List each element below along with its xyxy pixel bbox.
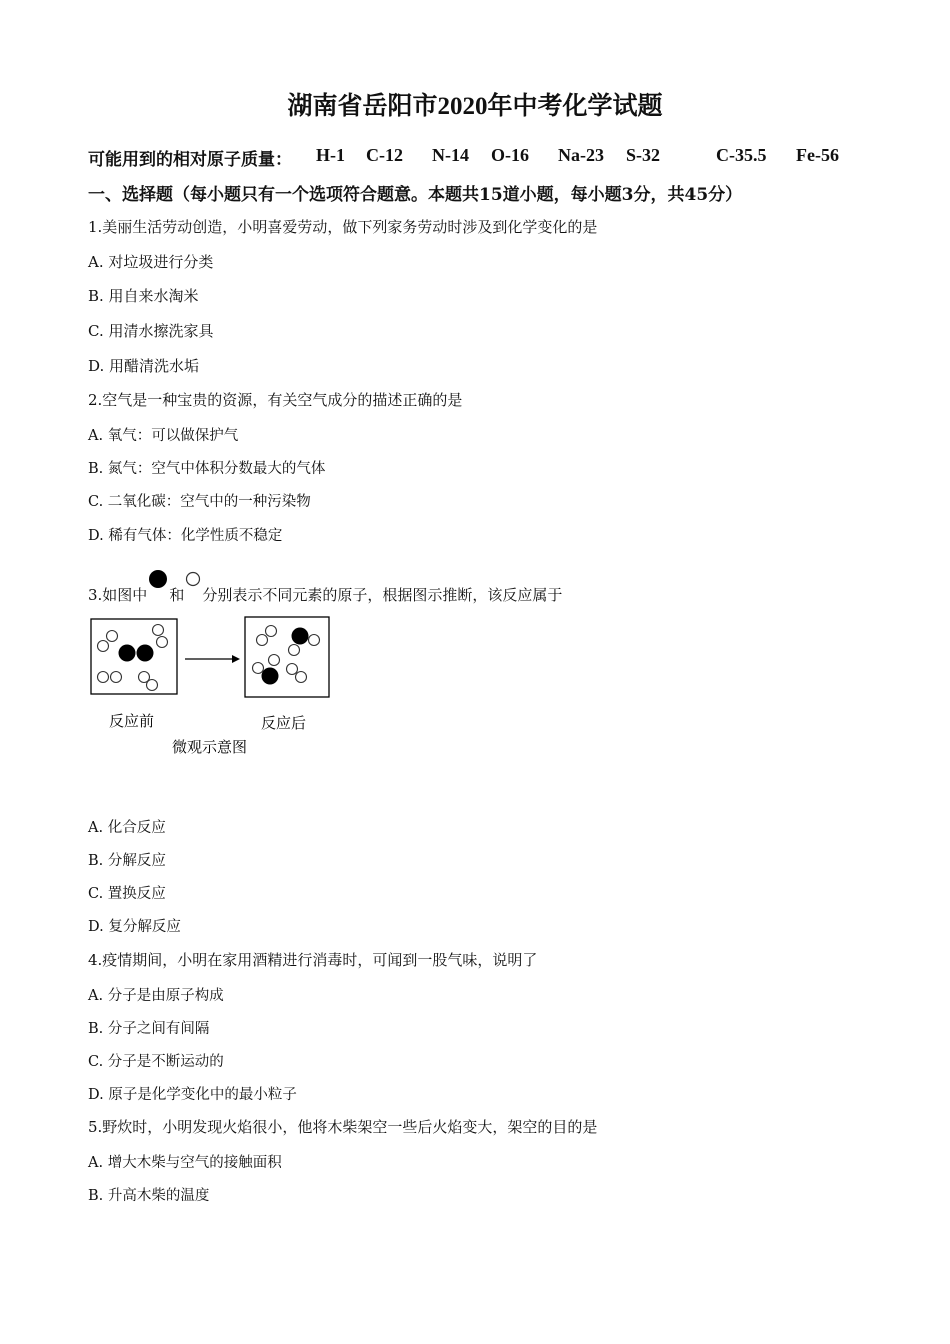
question-1-option-b[interactable]: B. 用自来水淘米: [88, 287, 199, 305]
question-3-stem-part: 3.如图中: [88, 586, 148, 604]
question-3-stem-part: 分别表示不同元素的原子，根据图示推断，该反应属于: [202, 586, 563, 604]
atomic-mass-item: H-1: [316, 145, 345, 165]
question-4-option-d[interactable]: D. 原子是化学变化中的最小粒子: [88, 1087, 297, 1103]
question-2-option-d[interactable]: D. 稀有气体：化学性质不稳定: [88, 528, 283, 544]
question-1-option-a[interactable]: A. 对垃圾进行分类: [88, 253, 214, 271]
atomic-mass-label: 可能用到的相对原子质量：: [88, 150, 292, 170]
atomic-mass-item: N-14: [432, 145, 469, 165]
black-atom-icon: [147, 568, 169, 592]
question-3-stem-part: 和: [169, 586, 185, 604]
question-2-option-c[interactable]: C. 二氧化碳：空气中的一种污染物: [88, 494, 311, 510]
after-label: 反应后: [261, 714, 307, 732]
question-5-option-a[interactable]: A. 增大木柴与空气的接触面积: [88, 1155, 282, 1171]
question-4-option-b[interactable]: B. 分子之间有间隔: [88, 1021, 210, 1037]
question-2-option-b[interactable]: B. 氮气：空气中体积分数最大的气体: [88, 461, 326, 477]
atomic-mass-item: Na-23: [558, 145, 604, 165]
question-3-option-a[interactable]: A. 化合反应: [88, 820, 166, 836]
question-5-option-b[interactable]: B. 升高木柴的温度: [88, 1188, 210, 1204]
question-4-option-c[interactable]: C. 分子是不断运动的: [88, 1054, 224, 1070]
atomic-mass-item: S-32: [626, 145, 661, 165]
question-4-option-a[interactable]: A. 分子是由原子构成: [88, 988, 224, 1004]
diagram-caption: 微观示意图: [172, 738, 248, 756]
question-3-option-c[interactable]: C. 置换反应: [88, 886, 166, 902]
reaction-diagram: [80, 606, 350, 766]
arrow-head: [232, 655, 240, 663]
question-3-stem: [88, 568, 562, 605]
question-4-stem: 4.疫情期间，小明在家用酒精进行消毒时，可闻到一股气味，说明了: [88, 951, 538, 969]
before-label: 反应前: [109, 712, 155, 730]
question-3-option-d[interactable]: D. 复分解反应: [88, 919, 181, 935]
question-1-option-d[interactable]: D. 用醋清洗水垢: [88, 357, 200, 375]
question-5-stem: 5.野炊时，小明发现火焰很小，他将木柴架空一些后火焰变大，架空的目的是: [88, 1118, 598, 1136]
atomic-mass-item: Fe-56: [796, 145, 839, 165]
question-2-option-a[interactable]: A. 氧气：可以做保护气: [88, 428, 239, 444]
atomic-mass-item: C-35.5: [716, 145, 767, 165]
question-1-stem: 1.美丽生活劳动创造，小明喜爱劳动，做下列家务劳动时涉及到化学变化的是: [88, 218, 598, 236]
question-2-stem: 2.空气是一种宝贵的资源，有关空气成分的描述正确的是: [88, 391, 463, 409]
section-heading: 一、选择题（每小题只有一个选项符合题意。本题共15道小题，每小题3分，共45分）: [88, 185, 743, 205]
after-box: [245, 617, 329, 697]
page-title: 湖南省岳阳市2020年中考化学试题: [287, 93, 663, 120]
question-1-option-c[interactable]: C. 用清水擦洗家具: [88, 322, 214, 340]
white-atom-icon: [184, 570, 202, 590]
atomic-mass-item: O-16: [491, 145, 529, 165]
question-3-option-b[interactable]: B. 分解反应: [88, 853, 166, 869]
atomic-mass-item: C-12: [366, 145, 403, 165]
